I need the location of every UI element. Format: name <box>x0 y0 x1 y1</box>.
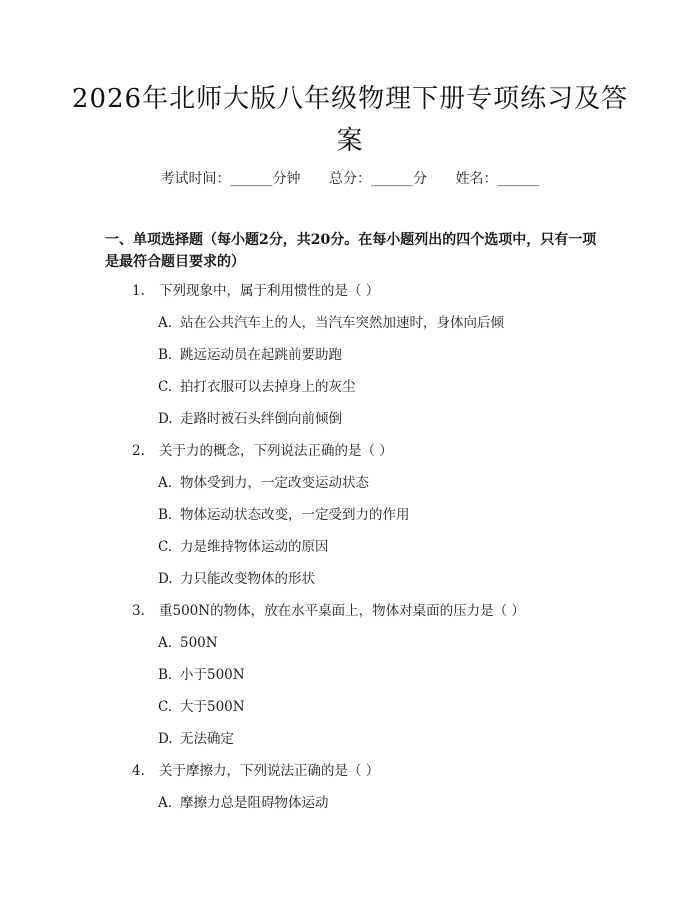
question-2-option-c <box>158 537 658 557</box>
question-number: 1. <box>132 283 145 299</box>
option-letter: A. <box>158 795 173 811</box>
question-text: 重500N的物体，放在水平桌面上，物体对桌面的压力是（ ） <box>159 603 525 619</box>
option-letter: A. <box>158 475 173 491</box>
option-text: 跳远运动员在起跳前要助跑 <box>180 347 342 363</box>
option-letter: C. <box>158 699 173 715</box>
option-text: 摩擦力总是阻碍物体运动 <box>180 795 329 811</box>
option-text: 500N <box>180 635 218 651</box>
question-number: 4. <box>132 763 145 779</box>
option-text: 力是维持物体运动的原因 <box>180 539 329 555</box>
exam-meta <box>0 168 700 188</box>
question-number: 3. <box>132 603 145 619</box>
option-letter: D. <box>158 411 173 427</box>
option-text: 物体受到力，一定改变运动状态 <box>180 475 369 491</box>
total-score: 总分：______分 <box>329 171 427 187</box>
section-header: 一、单项选择题（每小题2分，共20分。在每小题列出的四个选项中，只有一项是最符合题目要求的） <box>105 232 597 270</box>
option-text: 力只能改变物体的形状 <box>180 571 315 587</box>
question-3-option-a <box>158 633 658 653</box>
student-name: 姓名：______ <box>455 171 540 187</box>
exam-time: 考试时间：______分钟 <box>160 171 301 187</box>
question-2-option-b <box>158 505 658 525</box>
question-text: 关于力的概念，下列说法正确的是（ ） <box>159 443 393 459</box>
option-letter: C. <box>158 539 173 555</box>
option-text: 无法确定 <box>180 731 234 747</box>
option-text: 大于500N <box>180 699 245 715</box>
option-letter: A. <box>158 635 173 651</box>
option-letter: C. <box>158 379 173 395</box>
option-letter: A. <box>158 315 173 331</box>
question-2-option-a <box>158 473 658 493</box>
question-1-option-c <box>158 377 658 397</box>
question-1-option-b <box>158 345 658 365</box>
question-3-option-d <box>158 729 658 749</box>
option-text: 走路时被石头绊倒向前倾倒 <box>180 411 342 427</box>
option-text: 拍打衣服可以去掉身上的灰尘 <box>180 379 356 395</box>
question-2 <box>132 441 652 461</box>
option-letter: B. <box>158 507 173 523</box>
option-letter: D. <box>158 571 173 587</box>
question-text: 下列现象中，属于利用惯性的是（ ） <box>159 283 380 299</box>
question-number: 2. <box>132 443 145 459</box>
option-text: 物体运动状态改变，一定受到力的作用 <box>180 507 410 523</box>
question-1-option-a <box>158 313 658 333</box>
option-text: 站在公共汽车上的人，当汽车突然加速时，身体向后倾 <box>180 315 504 331</box>
question-3-option-c <box>158 697 658 717</box>
question-1 <box>132 281 652 301</box>
document-title: 2026年北师大版八年级物理下册专项练习及答案 <box>71 84 629 156</box>
option-letter: B. <box>158 347 173 363</box>
question-3-option-b <box>158 665 658 685</box>
question-2-option-d <box>158 569 658 589</box>
question-1-option-d <box>158 409 658 429</box>
option-letter: D. <box>158 731 173 747</box>
question-4 <box>132 761 652 781</box>
option-text: 小于500N <box>180 667 245 683</box>
option-letter: B. <box>158 667 173 683</box>
question-text: 关于摩擦力，下列说法正确的是（ ） <box>159 763 380 779</box>
question-4-option-a <box>158 793 658 813</box>
question-3 <box>132 601 652 621</box>
